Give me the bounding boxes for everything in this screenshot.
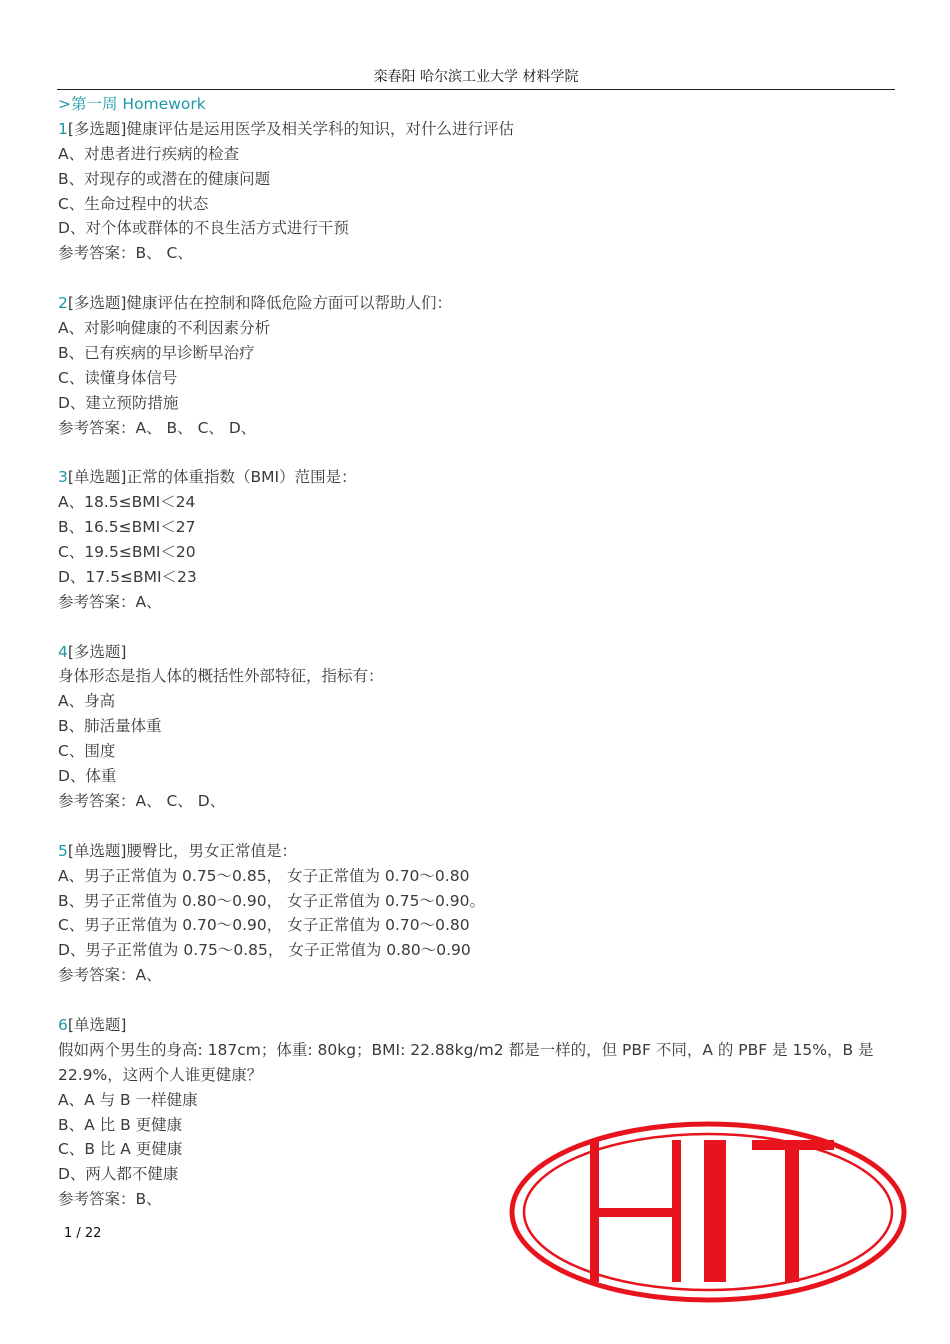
page-header: 栾春阳 哈尔滨工业大学 材料学院 [373,69,579,85]
question-stem: 健康评估是运用医学及相关学科的知识，对什么进行评估 [126,119,514,138]
question-number: 6 [58,1015,68,1034]
header-rule [57,89,895,90]
question-6-heading [58,1013,890,1038]
question-5-heading [58,839,890,864]
option-a: A、A 与 B 一样健康 [58,1090,198,1109]
option-c: C、男子正常值为 0.70～0.90， 女子正常值为 0.70～0.80 [58,916,470,935]
option-c: C、19.5≤BMI＜20 [58,543,196,562]
question-number: 3 [58,468,68,487]
option-a: A、对影响健康的不利因素分析 [58,319,271,338]
question-number: 5 [58,841,68,860]
question-number: 4 [58,642,68,661]
option-c: C、生命过程中的状态 [58,194,209,213]
option-b: B、A 比 B 更健康 [58,1115,183,1134]
option-d: D、对个体或群体的不良生活方式进行干预 [58,219,349,238]
question-number: 1 [58,119,68,138]
option-b: B、肺活量体重 [58,717,162,736]
option-c: C、读懂身体信号 [58,368,178,387]
question-stem: 正常的体重指数（BMI）范围是： [126,468,357,487]
option-b: B、对现存的或潜在的健康问题 [58,169,271,188]
question-stem: 健康评估在控制和降低危险方面可以帮助人们： [126,294,452,313]
option-d: D、体重 [58,767,117,786]
week-title: >第一周 Homework [58,95,206,113]
option-d: D、男子正常值为 0.75～0.85， 女子正常值为 0.80～0.90 [58,941,471,960]
option-b: B、16.5≤BMI＜27 [58,518,196,537]
question-3-heading [58,465,890,490]
question-stem: 身体形态是指人体的概括性外部特征，指标有： [58,667,384,686]
question-type: [单选题] [67,1015,127,1034]
option-a: A、18.5≤BMI＜24 [58,493,196,512]
reference-answer: 参考答案：A、 B、 C、 D、 [58,418,257,437]
question-type: [多选题] [67,119,127,138]
question-stem: 腰臀比，男女正常值是： [126,841,297,860]
option-a: A、对患者进行疾病的检查 [58,144,240,163]
question-type: [多选题] [67,294,127,313]
question-type: [单选题] [67,468,127,487]
question-4-heading [58,640,890,665]
question-type: [单选题] [67,841,127,860]
page-number: 1 / 22 [64,1226,102,1241]
question-2-heading [58,291,890,316]
question-stem: 假如两个男生的身高: 187cm；体重: 80kg；BMI: 22.88kg/m2 都是一样的，但 PBF 不同，A 的 PBF 是 15%，B 是 22.9%，这两个人谁更健康？ [58,1040,874,1084]
option-b: B、已有疾病的早诊断早治疗 [58,343,255,362]
option-b: B、男子正常值为 0.80～0.90， 女子正常值为 0.75～0.90。 [58,891,485,910]
reference-answer: 参考答案：B、 C、 [58,244,193,263]
question-type: [多选题] [67,642,127,661]
option-c: C、B 比 A 更健康 [58,1140,183,1159]
reference-answer: 参考答案：B、 [58,1190,162,1209]
option-d: D、建立预防措施 [58,393,179,412]
option-a: A、男子正常值为 0.75～0.85， 女子正常值为 0.70～0.80 [58,866,470,885]
spacer [58,988,890,1013]
option-c: C、围度 [58,742,116,761]
spacer [58,266,890,291]
spacer [58,440,890,465]
logo-letters [590,1140,834,1282]
reference-answer: 参考答案：A、 [58,592,162,611]
option-a: A、身高 [58,692,116,711]
reference-answer: 参考答案：A、 [58,966,162,985]
hit-logo [508,1118,908,1304]
question-1-heading [58,117,890,142]
question-number: 2 [58,294,68,313]
spacer [58,814,890,839]
reference-answer: 参考答案：A、 C、 D、 [58,791,226,810]
spacer [58,615,890,640]
option-d: D、两人都不健康 [58,1165,179,1184]
option-d: D、17.5≤BMI＜23 [58,567,197,586]
document-body [58,92,890,1212]
